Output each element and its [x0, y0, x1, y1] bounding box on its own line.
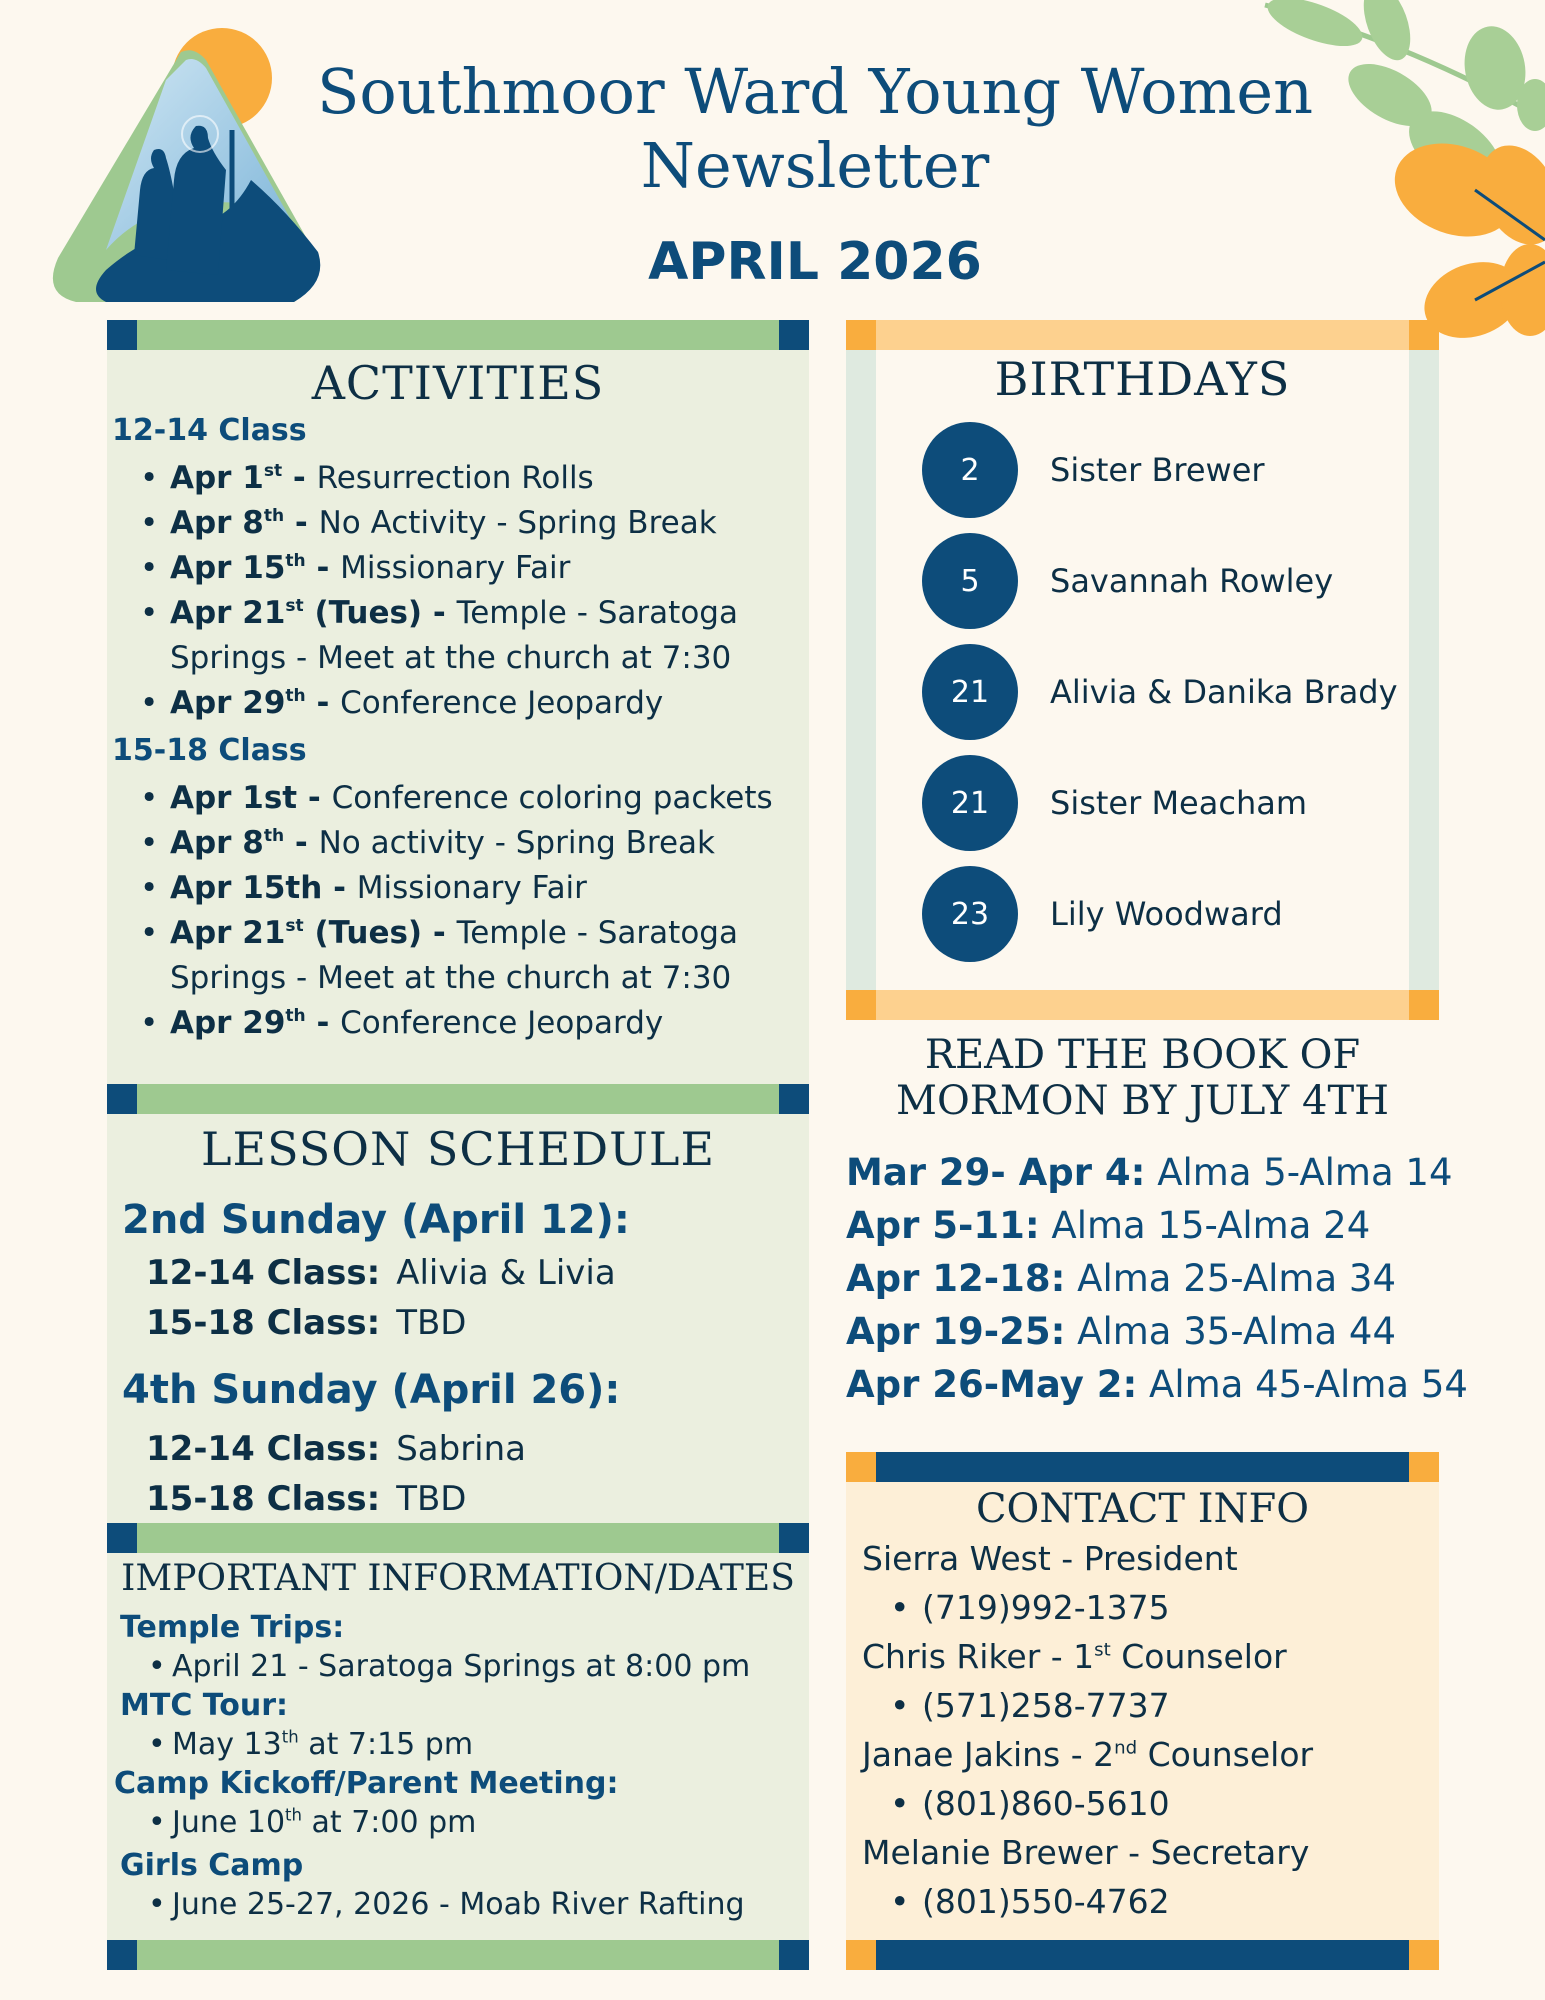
band-corner: [107, 1523, 137, 1553]
band-corner: [779, 1084, 809, 1114]
activities-list-15-18: [112, 776, 802, 1046]
lesson-row: 15-18 Class: TBD: [146, 1479, 467, 1519]
important-list: [120, 1804, 805, 1842]
band-corner: [846, 990, 876, 1020]
contact-bottom-band: [846, 1940, 1439, 1970]
birthday-name: Sister Meacham: [1050, 784, 1307, 822]
activities-top-band: [107, 320, 809, 350]
band-corner: [779, 1523, 809, 1553]
birthday-name: Lily Woodward: [1050, 895, 1283, 933]
contact-top-band: [846, 1452, 1439, 1482]
important-list: [120, 1886, 805, 1924]
contact-person: Janae Jakins - 2nd Counselor: [862, 1735, 1314, 1774]
contact-phone: • (719)992-1375: [862, 1583, 1432, 1632]
reading-schedule: [846, 1146, 1545, 1411]
important-group-title: Girls Camp: [120, 1848, 304, 1883]
band-corner: [107, 320, 137, 350]
reading-heading-line-1: READ THE BOOK OF: [924, 1032, 1361, 1078]
birthday-date-badge: 2: [922, 422, 1018, 518]
important-group-title: Camp Kickoff/Parent Meeting:: [114, 1766, 619, 1801]
important-content: [114, 1608, 805, 1924]
contact-phone: • (801)860-5610: [862, 1779, 1432, 1828]
contact-phone-list: [862, 1779, 1432, 1828]
lesson-sunday-label: 4th Sunday (April 26):: [122, 1367, 621, 1413]
lesson-row: 15-18 Class: TBD: [146, 1303, 467, 1343]
band-corner: [779, 1940, 809, 1970]
band-corner: [107, 1084, 137, 1114]
important-top-band: [107, 1523, 809, 1553]
activities-heading: ACTIVITIES: [311, 356, 605, 410]
list-item: • Apr 8th - No activity - Spring Break: [112, 821, 802, 866]
important-group-title: MTC Tour:: [120, 1688, 289, 1723]
birthday-row: [922, 533, 1333, 629]
contact-person: Sierra West - President: [862, 1539, 1238, 1578]
class-label-12-14: 12-14 Class: [112, 413, 307, 448]
contact-phone-list: [862, 1681, 1432, 1730]
reading-heading: [846, 1032, 1439, 1124]
reading-row: Apr 19-25: Alma 35-Alma 44: [846, 1310, 1396, 1353]
important-group-title: Temple Trips:: [120, 1610, 345, 1645]
lesson-row: 12-14 Class: Alivia & Livia: [146, 1253, 616, 1293]
list-item: • April 21 - Saratoga Springs at 8:00 pm: [120, 1648, 805, 1686]
birthday-date-badge: 23: [922, 866, 1018, 962]
important-heading: IMPORTANT INFORMATION/DATES: [121, 1558, 795, 1599]
contact-phone-list: [862, 1877, 1432, 1926]
list-item: • Apr 29th - Conference Jeopardy: [112, 1001, 802, 1046]
newsletter-title: [290, 55, 1340, 203]
list-item: • Apr 29th - Conference Jeopardy: [112, 681, 802, 726]
contact-phone: • (571)258-7737: [862, 1681, 1432, 1730]
list-item: • Apr 8th - No Activity - Spring Break: [112, 501, 802, 546]
contact-phone-list: [862, 1583, 1432, 1632]
title-line-2: Newsletter: [640, 129, 990, 202]
birthday-date-badge: 5: [922, 533, 1018, 629]
reading-row: Mar 29- Apr 4: Alma 5-Alma 14: [846, 1151, 1453, 1194]
birthday-row: [922, 866, 1283, 962]
birthdays-heading: BIRTHDAYS: [994, 352, 1291, 406]
list-item: • June 10th at 7:00 pm: [120, 1804, 805, 1842]
band-corner: [846, 320, 876, 350]
band-corner: [1409, 320, 1439, 350]
important-list: [120, 1726, 805, 1764]
reading-row: Apr 26-May 2: Alma 45-Alma 54: [846, 1363, 1468, 1406]
reading-row: Apr 5-11: Alma 15-Alma 24: [846, 1204, 1371, 1247]
birthday-date-badge: 21: [922, 644, 1018, 740]
important-list: [120, 1648, 805, 1686]
birthday-row: [922, 644, 1398, 740]
lesson-heading: LESSON SCHEDULE: [200, 1122, 716, 1176]
list-item: • Apr 1st - Conference coloring packets: [112, 776, 802, 821]
band-corner: [779, 320, 809, 350]
contact-list: [862, 1534, 1432, 1926]
birthday-name: Sister Brewer: [1050, 451, 1265, 489]
list-item: • Apr 1st - Resurrection Rolls: [112, 456, 802, 501]
reading-heading-line-2: MORMON BY JULY 4TH: [895, 1078, 1390, 1124]
lesson-content: [122, 1192, 802, 1524]
lesson-row: 12-14 Class: Sabrina: [146, 1429, 527, 1469]
birthdays-top-band: [846, 320, 1439, 350]
reading-row: Apr 12-18: Alma 25-Alma 34: [846, 1257, 1396, 1300]
newsletter-month: APRIL 2026: [648, 232, 982, 292]
contact-phone: • (801)550-4762: [862, 1877, 1432, 1926]
contact-person: Chris Riker - 1st Counselor: [862, 1637, 1287, 1676]
band-corner: [846, 1940, 876, 1970]
contact-person: Melanie Brewer - Secretary: [862, 1833, 1310, 1872]
list-item: • Apr 15th - Missionary Fair: [112, 866, 802, 911]
band-corner: [1409, 990, 1439, 1020]
list-item: • June 25-27, 2026 - Moab River Rafting: [120, 1886, 805, 1924]
list-item: • Apr 15th - Missionary Fair: [112, 546, 802, 591]
title-line-1: Southmoor Ward Young Women: [316, 55, 1314, 128]
bottom-band: [107, 1940, 809, 1970]
class-label-15-18: 15-18 Class: [112, 733, 307, 768]
logo: [36, 20, 326, 310]
birthday-name: Savannah Rowley: [1050, 562, 1334, 600]
birthday-row: [922, 755, 1307, 851]
lesson-top-band: [107, 1084, 809, 1114]
list-item: • May 13th at 7:15 pm: [120, 1726, 805, 1764]
band-corner: [846, 1452, 876, 1482]
list-item: • Apr 21st (Tues) - Temple - Saratoga Springs - Meet at the church at 7:30: [112, 911, 802, 1001]
list-item: • Apr 21st (Tues) - Temple - Saratoga Springs - Meet at the church at 7:30: [112, 591, 802, 681]
birthday-date-badge: 21: [922, 755, 1018, 851]
band-corner: [1409, 1452, 1439, 1482]
lesson-sunday-label: 2nd Sunday (April 12):: [122, 1197, 630, 1243]
activities-list-12-14: [112, 456, 802, 726]
activities-content: [112, 410, 802, 1046]
band-corner: [107, 1940, 137, 1970]
birthday-name: Alivia & Danika Brady: [1050, 673, 1398, 711]
birthday-row: [922, 422, 1265, 518]
contact-heading: CONTACT INFO: [975, 1486, 1310, 1532]
band-corner: [1409, 1940, 1439, 1970]
birthdays-bottom-band: [846, 990, 1439, 1020]
